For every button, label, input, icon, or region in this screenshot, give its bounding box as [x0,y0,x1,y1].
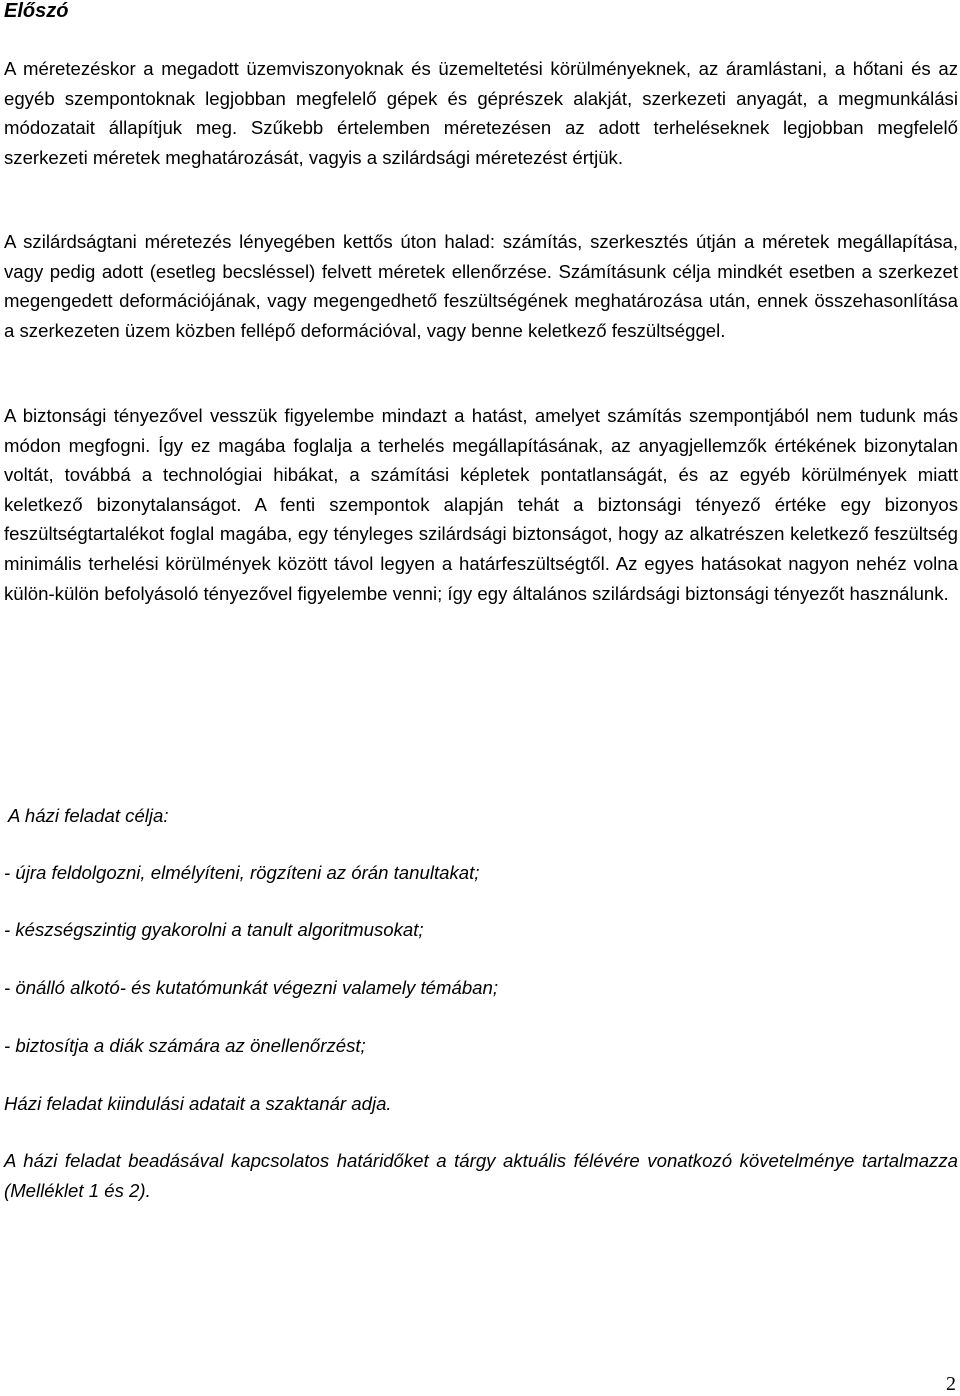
paragraph-1: A méretezéskor a megadott üzemviszonyoknak és üzemeltetési körülményeknek, az áramlástani, a hőtani és az egyéb szempontoknak legjobban megfelelő gépek és géprészek alakját, szerkezeti anyagát, a megmunkálási módozatait állapítjuk meg. Szűkebb értelemben méretezésen az adott terheléseknek legjobban megfelelő szerkezeti méretek meghatározását, vagyis a szilárdsági méretezést értjük. [4,58,958,168]
homework-title: A házi feladat célja: [8,805,169,826]
homework-goal-item: - készségszintig gyakorolni a tanult algoritmusokat; [4,919,424,940]
paragraph-3: A biztonsági tényezővel vesszük figyelembe mindazt a hatást, amelyet számítás szempontjából nem tudunk más módon megfogni. Így ez magába foglalja a terhelés megállapításának, az anyagjellemzők értékének bizonytalan voltát, továbbá a technológiai hibákat, a számítási képletek pontatlanságát, és az egyéb körülmények miatt keletkező bizonytalanságot. A fenti szempontok alapján tehát a biztonsági tényező értéke egy bizonyos feszültségtartalékot foglal magába, egy tényleges szilárdsági biztonságot, hogy az alkatrészen keletkező feszültség minimális terhelési körülmények között távol legyen a határfeszültségtől. Az egyes hatásokat nagyon nehéz volna külön-külön befolyásoló tényezővel figyelembe venni; így egy általános szilárdsági biztonsági tényezőt használunk. [4,405,958,604]
homework-goal-item: - újra feldolgozni, elmélyíteni, rögzíteni az órán tanultakat; [4,862,480,883]
homework-goal-item: - önálló alkotó- és kutatómunkát végezni valamely témában; [4,977,499,998]
page-number: 2 [946,1373,956,1395]
section-heading: Előszó [4,0,69,22]
homework-goal-item: - biztosítja a diák számára az önellenőrzést; [4,1035,366,1056]
homework-note-data: Házi feladat kiindulási adatait a szaktanár adja. [4,1093,392,1114]
homework-note-deadlines: A házi feladat beadásával kapcsolatos határidőket a tárgy aktuális félévére vonatkozó követelménye tartalmazza (Melléklet 1 és 2). [4,1150,958,1201]
paragraph-2: A szilárdságtani méretezés lényegében kettős úton halad: számítás, szerkesztés útján a méretek megállapítása, vagy pedig adott (esetleg becsléssel) felvett méretek ellenőrzése. Számításunk célja mindkét esetben a szerkezet megengedett deformációjának, vagy megengedhető feszültségének meghatározása után, ennek összehasonlítása a szerkezeten üzem közben fellépő deformációval, vagy benne keletkező feszültséggel. [4,231,958,341]
